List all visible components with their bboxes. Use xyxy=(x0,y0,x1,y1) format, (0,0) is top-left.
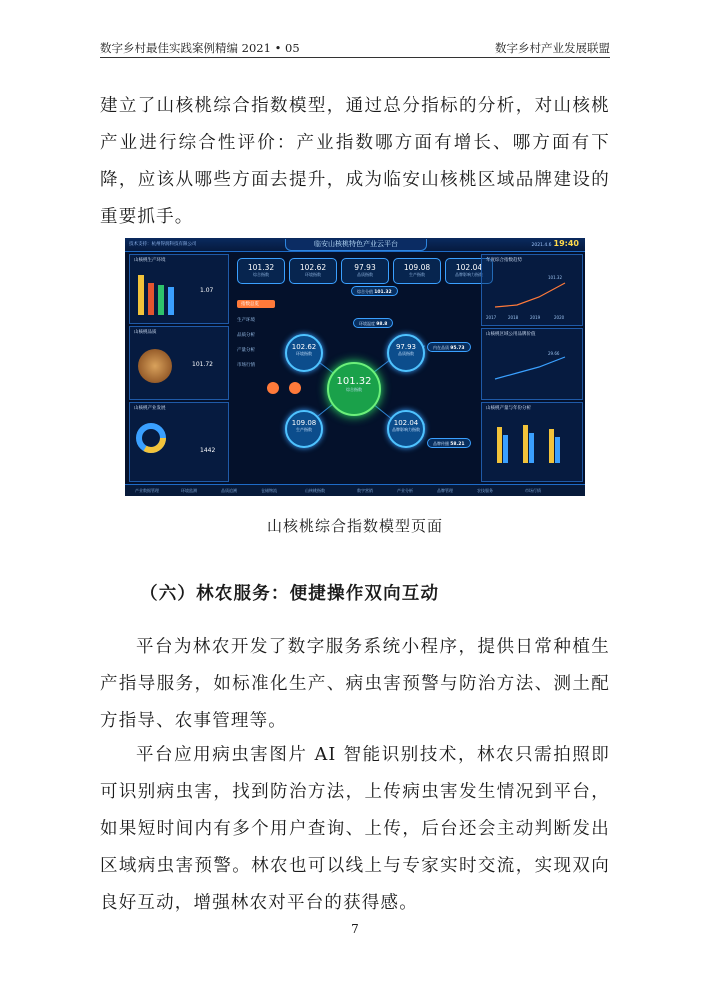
bottom-nav-item[interactable]: 山核桃指数 xyxy=(305,488,325,493)
header-rule xyxy=(100,57,610,58)
trend-line-chart xyxy=(487,269,577,319)
center-index-node[interactable]: 101.32 综合指数 xyxy=(327,362,381,416)
nav-item[interactable]: 品质分析 xyxy=(237,333,255,338)
nav-item[interactable]: 指数总览 xyxy=(237,300,275,308)
bottom-nav-item[interactable]: 产业数据管理 xyxy=(135,488,159,493)
metric-pill: 内在品质 95.73 xyxy=(427,342,471,352)
dashboard-screenshot xyxy=(125,238,585,496)
output-bar-chart xyxy=(487,417,577,467)
right-panel-trend: 年度综合指数趋势 101.32 2017 2018 2019 2020 xyxy=(481,254,583,326)
right-panel-output: 山核桃产量与年份分析 xyxy=(481,402,583,482)
bottom-nav-item[interactable]: 数字营销 xyxy=(357,488,373,493)
bottom-nav-item[interactable]: 品质追溯 xyxy=(221,488,237,493)
nav-item[interactable]: 产量分析 xyxy=(237,348,255,353)
index-node-quality[interactable]: 97.93 品质指数 xyxy=(387,334,425,372)
right-panel-brand: 山核桃区域公用品牌价值 29.66 xyxy=(481,328,583,400)
page-number: 7 xyxy=(351,922,359,936)
paragraph-ai: 平台应用病虫害图片 AI 智能识别技术，林农只需拍照即可识别病虫害，找到防治方法，上传病虫害发生情况到平台，如果短时间内有多个用户查询、上传，后台还会主动判断发出区域病虫害预警。林农也可以线上与专家实时交流，实现双向良好互动，增强林农对平台的获得感。 xyxy=(100,745,610,913)
metric-pill: 环境温度 98.8 xyxy=(353,318,393,328)
bottom-nav-item[interactable]: 仓储物流 xyxy=(261,488,277,493)
dashboard-bottom-nav[interactable] xyxy=(125,484,585,496)
nav-item[interactable]: 市场行情 xyxy=(237,363,255,368)
kpi-3: 109.08 生产指数 xyxy=(393,258,441,284)
nav-item[interactable]: 生产环境 xyxy=(237,318,255,323)
dashboard-support: 技术支持：杭州得润科技有限公司 xyxy=(129,242,197,247)
left-panel-industry: 山核桃产业发展 1442 xyxy=(129,402,229,482)
left-panel-quality: 山核桃品质 101.72 xyxy=(129,326,229,400)
metric-pill: 综合分值 101.32 xyxy=(351,286,398,296)
kpi-2: 97.93 品质指数 xyxy=(341,258,389,284)
section-heading: （六）林农服务：便捷操作双向互动 xyxy=(140,584,440,604)
kpi-4: 102.04 品牌影响力指数 xyxy=(445,258,493,284)
page-header xyxy=(100,36,610,58)
header-right: 数字乡村产业发展联盟 xyxy=(495,41,610,55)
kpi-0: 101.32 综合指数 xyxy=(237,258,285,284)
kpi-1: 102.62 环境指数 xyxy=(289,258,337,284)
bottom-nav-item[interactable]: 产业分析 xyxy=(397,488,413,493)
bottom-nav-item[interactable]: 品牌管理 xyxy=(437,488,453,493)
dashboard-time: 2021.4.6 19:40 xyxy=(531,239,579,248)
bottom-nav-item[interactable]: 农技服务 xyxy=(477,488,493,493)
dashboard-title: 临安山核桃特色产业云平台 xyxy=(285,239,427,251)
header-left: 数字乡村最佳实践案例精编 2021 • 05 xyxy=(100,41,300,55)
paragraph-service: 平台为林农开发了数字服务系统小程序，提供日常种植生产指导服务，如标准化生产、病虫害预警与防治方法、测土配方指导、农事管理等。 xyxy=(100,637,610,731)
figure-caption: 山核桃综合指数模型页面 xyxy=(266,517,443,535)
brand-line-chart xyxy=(487,343,577,393)
bottom-nav-item[interactable]: 市场行情 xyxy=(525,488,541,493)
index-node-env[interactable]: 102.62 环境指数 xyxy=(285,334,323,372)
metric-pill: 品牌传播 58.21 xyxy=(427,438,471,448)
bottom-nav-item[interactable]: 环境监测 xyxy=(181,488,197,493)
paragraph-intro: 建立了山核桃综合指数模型，通过总分指标的分析，对山核桃产业进行综合性评价：产业指数哪方面有增长、哪方面有下降，应该从哪些方面去提升，成为临安山核桃区域品牌建设的重要抓手。 xyxy=(100,96,610,227)
index-node-brand[interactable]: 102.04 品牌影响力指数 xyxy=(387,410,425,448)
left-panel-env: 山核桃生产环境 1.07 xyxy=(129,254,229,324)
index-node-production[interactable]: 109.08 生产指数 xyxy=(285,410,323,448)
